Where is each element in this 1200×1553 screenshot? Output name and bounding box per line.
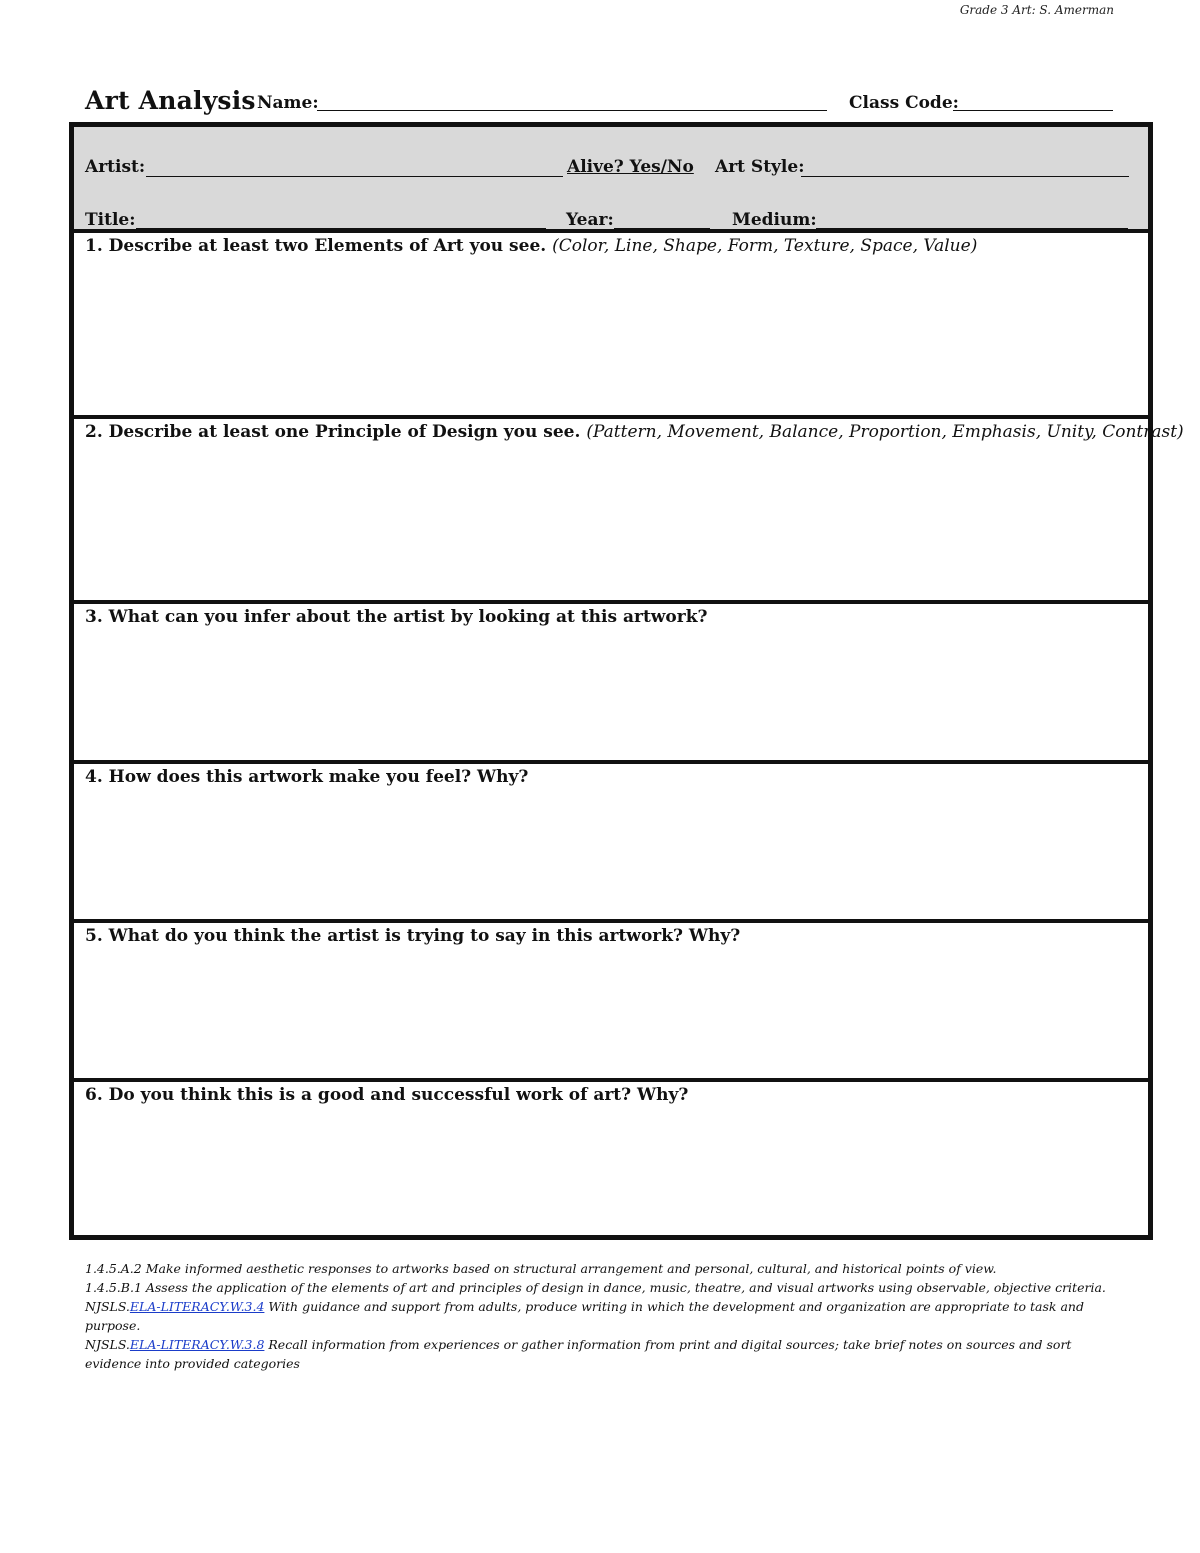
artwork-info-band [74,127,1148,233]
standard-text: 1.4.5.A.2 Make informed aesthetic responses to artworks based on structural arrangement and personal, cultural, and historical points of view. [85,1261,997,1276]
art-style-label: Art Style: [715,157,805,177]
name-label: Name: [257,93,319,113]
medium-field[interactable] [816,228,1128,229]
medium-label: Medium: [732,210,817,230]
standards-footer [85,1259,1115,1373]
art-style-field[interactable] [801,176,1129,177]
question-text [85,767,528,787]
question-box-5[interactable] [74,923,1148,1082]
year-field[interactable] [614,228,710,229]
standard-item [85,1297,1115,1335]
question-box-6[interactable] [74,1082,1148,1235]
question-box-3[interactable] [74,604,1148,764]
standard-prefix: NJSLS. [85,1337,130,1352]
standard-item [85,1259,1115,1278]
standard-link[interactable]: ELA-LITERACY.W.3.8 [129,1337,265,1352]
question-prompt: 5. What do you think the artist is trying to say in this artwork? Why? [85,926,741,946]
question-prompt: 4. How does this artwork make you feel? Why? [85,767,529,787]
standard-item [85,1335,1115,1373]
artist-label: Artist: [85,157,146,177]
title-field[interactable] [136,228,546,229]
class-code-label: Class Code: [849,93,959,113]
standard-text: With guidance and support from adults, produce writing in which the development and organization are appropriate to task and purpose. [85,1299,1084,1333]
question-text [85,926,740,946]
question-hint: (Pattern, Movement, Balance, Proportion, Emphasis, Unity, Contrast) [586,422,1184,442]
year-label: Year: [566,210,614,230]
question-box-1[interactable] [74,233,1148,419]
class-code-field[interactable] [953,110,1113,111]
question-text [85,422,1184,442]
question-prompt: 6. Do you think this is a good and successful work of art? Why? [85,1085,689,1105]
question-prompt: 1. Describe at least two Elements of Art you see. [85,236,547,256]
question-text [85,607,707,627]
standard-prefix: NJSLS. [85,1299,130,1314]
question-box-4[interactable] [74,764,1148,923]
standard-link[interactable]: ELA-LITERACY.W.3.4 [129,1299,265,1314]
question-box-2[interactable] [74,419,1184,604]
title-row [85,86,1115,118]
page-title: Art Analysis [85,86,256,115]
question-text [85,1085,688,1105]
title-label: Title: [85,210,136,230]
alive-label[interactable]: Alive? Yes/No [567,157,694,177]
question-hint: (Color, Line, Shape, Form, Texture, Space, Value) [552,236,978,256]
question-text [85,236,977,256]
artist-field[interactable] [146,176,563,177]
standard-text: Recall information from experiences or gather information from print and digital sources; take brief notes on sources and sort evidence into provided categories [85,1337,1072,1371]
question-prompt: 2. Describe at least one Principle of Design you see. [85,422,581,442]
standard-item [85,1278,1115,1297]
standard-text: 1.4.5.B.1 Assess the application of the elements of art and principles of design in dance, music, theatre, and visual artworks using observable, objective criteria. [85,1280,1106,1295]
name-field[interactable] [317,110,827,111]
worksheet-frame [69,122,1184,1240]
question-prompt: 3. What can you infer about the artist by looking at this artwork? [85,607,708,627]
header-note: Grade 3 Art: S. Amerman [959,3,1114,17]
